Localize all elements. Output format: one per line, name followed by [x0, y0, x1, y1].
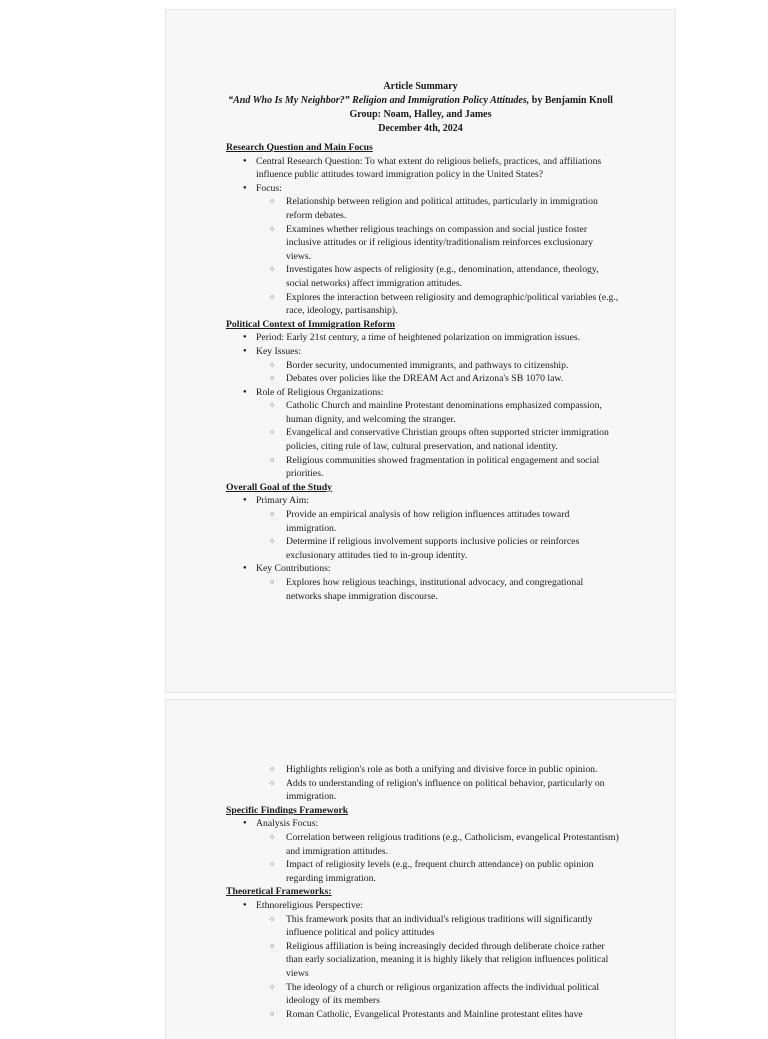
sub-bullet-item: ○ Evangelical and conservative Christian groups often supported stricter immigration policies, citing rule of law, cultural preservation, and national identity. — [226, 426, 619, 453]
sub-bullet-list — [256, 508, 619, 562]
bullet-text: Key Contributions: — [256, 563, 331, 575]
bullet-item — [226, 182, 619, 318]
continued-list — [226, 763, 619, 804]
sub-bullet-item: ○ Examines whether religious teachings on compassion and social justice foster inclusive attitudes or if religious identity/traditionalism reinforces exclusionary views. — [226, 223, 619, 264]
bullet-item — [226, 345, 619, 386]
bullet-text: Central Research Question: To what extent do religious beliefs, practices, and affiliations influence public attitudes toward immigration policy in the United States? — [256, 155, 602, 181]
sub-bullet-list — [256, 359, 619, 386]
page-2-content — [226, 763, 619, 1021]
group-line: Group: Noam, Halley, and James — [349, 109, 492, 120]
document-page-2 — [165, 699, 676, 1039]
sub-bullet-item: ○ Religious communities showed fragmentation in political engagement and social priorities. — [226, 454, 619, 481]
bullet-item — [226, 331, 619, 345]
page-1-content — [226, 141, 619, 603]
section-heading: Specific Findings Framework — [226, 804, 349, 816]
bullet-item — [226, 899, 619, 1021]
sub-bullet-item: ○ Religious affiliation is being increasingly decided through deliberate choice rather than early socialization, meaning it is highly likely that religion influences political views — [226, 940, 619, 981]
sub-bullet-list — [256, 831, 619, 885]
section-heading: Political Context of Immigration Reform — [226, 318, 395, 330]
bullet-list — [226, 817, 619, 885]
bullet-list — [226, 331, 619, 481]
section-heading: Overall Goal of the Study — [226, 481, 333, 493]
bullet-list — [226, 899, 619, 1021]
section-heading: Theoretical Frameworks: — [226, 886, 332, 898]
bullet-text: Focus: — [256, 182, 282, 194]
document-title: Article Summary — [383, 81, 458, 92]
sub-bullet-item: ○ Debates over policies like the DREAM Act and Arizona's SB 1070 law. — [226, 372, 619, 386]
sub-bullet-item: ○ Explores how religious teachings, institutional advocacy, and congregational networks shape immigration discourse. — [226, 576, 619, 603]
sub-bullet-item: ○ Determine if religious involvement supports inclusive policies or reinforces exclusionary attitudes tied to in-group identity. — [226, 535, 619, 562]
document-page-1 — [165, 9, 676, 693]
sub-bullet-item: ○ Highlights religion's role as both a unifying and divisive force in public opinion. — [226, 763, 619, 777]
author-name: Benjamin Knoll — [544, 95, 613, 106]
sub-bullet-item: ○ Catholic Church and mainline Protestant denominations emphasized compassion, human dignity, and welcoming the stranger. — [226, 399, 619, 426]
sub-bullet-list — [256, 195, 619, 317]
article-citation — [166, 94, 675, 108]
bullet-text: Period: Early 21st century, a time of heightened polarization on immigration issues. — [256, 332, 581, 344]
article-title: “And Who Is My Neighbor?” Religion and Immigration Policy Attitudes, — [228, 95, 530, 106]
bullet-list — [226, 155, 619, 318]
sub-bullet-item: ○ The ideology of a church or religious organization affects the individual political ideology of its members — [226, 981, 619, 1008]
bullet-list — [226, 494, 619, 603]
sub-bullet-item: ○ Impact of religiosity levels (e.g., frequent church attendance) on public opinion regarding immigration. — [226, 858, 619, 885]
date-line: December 4th, 2024 — [378, 123, 463, 134]
sub-bullet-item: ○ Investigates how aspects of religiosity (e.g., denomination, attendance, theology, social networks) affect immigration attitudes. — [226, 263, 619, 290]
sub-bullet-item: ○ Correlation between religious traditions (e.g., Catholicism, evangelical Protestantism) and immigration attitudes. — [226, 831, 619, 858]
sub-bullet-list — [256, 913, 619, 1022]
bullet-item — [226, 562, 619, 603]
bullet-text: Ethnoreligious Perspective: — [256, 899, 363, 911]
bullet-item — [226, 817, 619, 885]
bullet-item — [226, 386, 619, 481]
sub-bullet-item: ○ Relationship between religion and political attitudes, particularly in immigration reform debates. — [226, 195, 619, 222]
bullet-text: Primary Aim: — [256, 495, 310, 507]
bullet-item — [226, 155, 619, 182]
bullet-item — [226, 494, 619, 562]
sub-bullet-item: ○ Explores the interaction between religiosity and demographic/political variables (e.g., race, ideology, partisanship). — [226, 291, 619, 318]
document-header — [166, 80, 675, 136]
sub-bullet-item: ○ Provide an empirical analysis of how religion influences attitudes toward immigration. — [226, 508, 619, 535]
sub-bullet-list — [256, 576, 619, 603]
bullet-text: Key Issues: — [256, 345, 301, 357]
section-heading: Research Question and Main Focus — [226, 142, 373, 153]
sub-bullet-item: ○ This framework posits that an individual's religious traditions will significantly influence political and policy attitudes — [226, 913, 619, 940]
bullet-text: Role of Religious Organizations: — [256, 386, 384, 398]
sub-bullet-item: ○ Adds to understanding of religion's influence on political behavior, particularly on immigration. — [226, 777, 619, 804]
sub-bullet-item: ○ Roman Catholic, Evangelical Protestants and Mainline protestant elites have — [226, 1008, 619, 1022]
by-label: by — [529, 95, 545, 106]
sub-bullet-list — [256, 399, 619, 481]
bullet-text: Analysis Focus: — [256, 818, 319, 830]
sub-bullet-item: ○ Border security, undocumented immigrants, and pathways to citizenship. — [226, 359, 619, 373]
